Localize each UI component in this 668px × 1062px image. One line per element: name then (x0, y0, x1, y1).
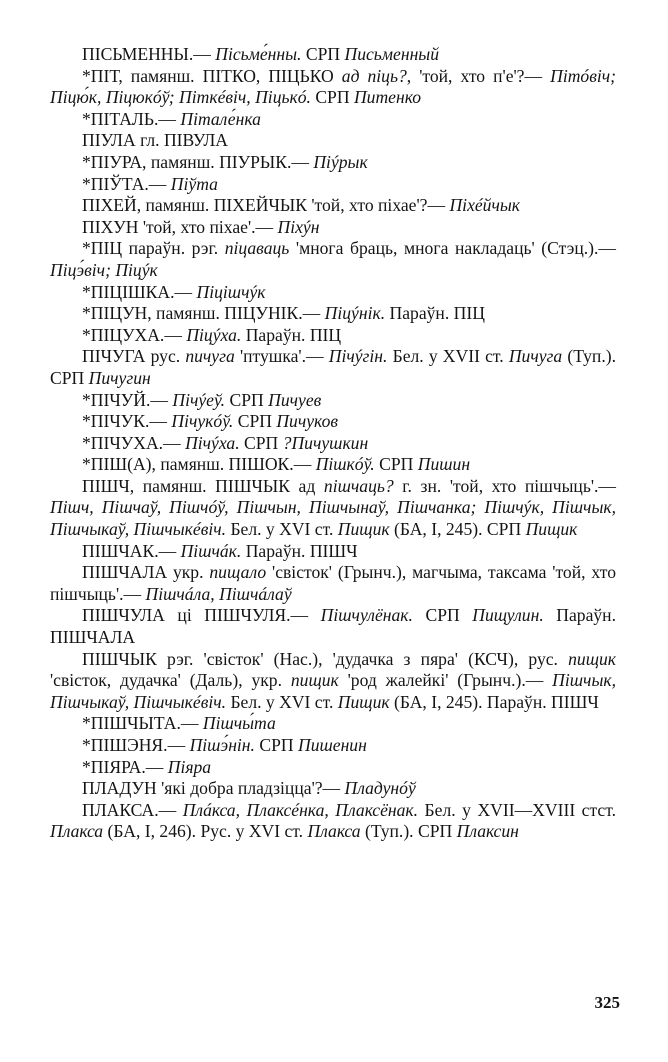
entry-text: Бел. у XVII ст. (387, 346, 509, 367)
entry-italic-text: Питенко (353, 87, 422, 108)
entry-text: (Туп.). СРП (50, 346, 616, 388)
entry-italic-text: Пищик (337, 519, 390, 540)
entry-italic-text: Пішч, Пішчаў, Пішчóў, Пішчын, Пішчынаў, Пішчанка; Пішчýк, Пішчык, Пішчыкаў, Пішчыкéвіч. (50, 497, 616, 540)
entry-italic-text: Піхéйчык (449, 195, 521, 216)
dictionary-entry (50, 562, 616, 605)
entry-text: СРП (254, 735, 298, 755)
entry-text: Параўн. ПІЦ (385, 303, 485, 324)
entry-italic-text: Пищик (337, 691, 390, 712)
entry-italic-text: Пітале́нка (180, 108, 261, 129)
entry-text: СРП (239, 432, 283, 453)
entry-text: (БА, I, 245). СРП (389, 519, 526, 540)
entry-italic-text: Пішкóў. (315, 454, 375, 475)
entry-italic-text: Піяра (167, 756, 212, 777)
entry-text: ПІШЧЫК рэг. 'свісток' (Нас.), 'дудачка з пяра' (КСЧ), рус. (82, 648, 569, 669)
entry-italic-text: ад піць? (341, 65, 407, 86)
entry-text: *ПІЦУХА.— (82, 324, 187, 345)
dictionary-page (50, 44, 616, 843)
dictionary-entry (50, 195, 616, 217)
entry-italic-text: Пісьме́нны. (215, 44, 302, 64)
entry-italic-text: Пічукóў. (171, 411, 234, 432)
entry-text: *ПІЧУХА.— (82, 432, 186, 453)
entry-italic-text: піцаваць (224, 238, 290, 259)
entry-text: Бел. у XVI ст. (226, 519, 338, 540)
entry-text: СРП (412, 605, 473, 626)
entry-text: *ПІЯРА.— (82, 756, 168, 777)
entry-italic-text: Пишенин (297, 735, 367, 755)
entry-text: СРП (374, 454, 418, 475)
entry-italic-text: Пічýеў. (172, 389, 226, 410)
dictionary-entry (50, 757, 616, 779)
entry-text: , 'той, хто п'е'?— (406, 65, 551, 86)
dictionary-entry (50, 66, 616, 109)
dictionary-entry (50, 346, 616, 389)
dictionary-entry (50, 152, 616, 174)
entry-text: *ПІЦУН, памянш. ПІЦУНІК.— (82, 303, 325, 324)
entry-text: Параўн. ПІШЧ (241, 540, 358, 561)
entry-italic-text: Піцýнік. (324, 303, 386, 324)
entry-text: 'свісток' (Грынч.), магчыма, таксама 'той, хто пішчыць'.— (50, 562, 616, 604)
dictionary-entry (50, 713, 616, 735)
entry-text: *ПІТАЛЬ.— (82, 108, 181, 129)
entry-italic-text: Пітóвіч; Піцю́к, Піцюкóў; Піткéвіч, Піцькó. (50, 65, 616, 108)
entry-italic-text: Пичуков (276, 411, 339, 432)
entry-italic-text: Пишин (417, 454, 471, 475)
entry-italic-text: Пладунóў (344, 778, 416, 799)
entry-italic-text: Пішчáла, Пішчáлаў (145, 583, 292, 604)
entry-text: ПІЧУГА рус. (82, 346, 186, 367)
entry-italic-text: Піўта (170, 173, 218, 194)
entry-italic-text: Плакса (50, 821, 104, 842)
entry-text: *ПІЧУК.— (82, 411, 172, 432)
entry-italic-text: Пішчык, Пішчыкаў, Пішчыкéвіч. (50, 670, 616, 712)
entry-text: СРП (233, 411, 277, 432)
entry-italic-text: Плáкса, Плаксéнка, Плаксёнак. (182, 799, 419, 820)
dictionary-entry (50, 130, 616, 152)
entry-italic-text: Піцэ́віч; Піцýк (50, 259, 158, 280)
entry-text: ПІУЛА гл. ПІВУЛА (82, 130, 228, 151)
entry-text: *ПІЧУЙ.— (82, 389, 173, 410)
entry-italic-text: Пічýха. (185, 432, 240, 453)
entry-text: СРП (225, 389, 269, 410)
entry-text: (Туп.). СРП (360, 821, 457, 842)
entry-italic-text: Пичуга (508, 346, 563, 367)
entry-text: ПЛАКСА.— (82, 799, 183, 820)
dictionary-entry (50, 109, 616, 131)
entry-text: ПІШЧУЛА ці ПІШЧУЛЯ.— (82, 605, 321, 626)
entry-text: ПІШЧАК.— (82, 540, 181, 561)
dictionary-entry (50, 238, 616, 281)
entry-text: (БА, I, 246). Рус. у XVI ст. (103, 821, 308, 842)
dictionary-entry (50, 476, 616, 541)
entry-italic-text: Піцішчýк (196, 281, 266, 302)
entry-text: СРП (301, 44, 345, 64)
entry-italic-text: пішчаць? (323, 475, 394, 496)
entry-italic-text: Плаксин (456, 821, 519, 842)
entry-italic-text: Пищулин. (472, 605, 544, 626)
entry-text: Параўн. ПІЦ (241, 324, 342, 345)
entry-text: 'свісток, дудачка' (Даль), укр. (50, 670, 291, 691)
dictionary-entry (50, 800, 616, 843)
entry-italic-text: Пичуев (268, 389, 322, 410)
entry-text: ПІШЧАЛА укр. (82, 562, 210, 583)
dictionary-entry (50, 735, 616, 757)
entry-text: *ПІШЧЫТА.— (82, 713, 203, 734)
entry-italic-text: Піцýха. (186, 324, 242, 345)
entry-text: 'многа браць, многа накладаць' (Стэц.).— (289, 238, 616, 259)
dictionary-entry (50, 390, 616, 412)
entry-text: 'птушка'.— (234, 346, 329, 367)
entry-text: (БА, I, 245). Параўн. ПІШЧ (389, 691, 599, 712)
entry-italic-text: Пішчы́та (202, 713, 276, 734)
entry-text: *ПІЎТА.— (82, 173, 171, 194)
entry-text: ПІШЧ, памянш. ПІШЧЫК ад (82, 475, 324, 496)
dictionary-entry (50, 778, 616, 800)
entry-text: Бел. у XVII—XVIII стст. (418, 799, 616, 820)
entry-italic-text: пищало (209, 562, 267, 583)
entry-italic-text: пичуга (185, 346, 235, 367)
page-number: 325 (594, 993, 620, 1012)
entry-italic-text: пищик (568, 648, 616, 669)
entry-text: *ПІШ(А), памянш. ПІШОК.— (82, 454, 316, 475)
entry-italic-text: Піхýн (277, 216, 320, 237)
entry-text: ПІСЬМЕННЫ.— (82, 44, 216, 64)
dictionary-entry (50, 217, 616, 239)
dictionary-entry (50, 649, 616, 714)
dictionary-entry (50, 541, 616, 563)
entry-text: *ПІУРА, памянш. ПІУРЫК.— (82, 151, 314, 172)
entry-italic-text: Пищик (525, 519, 578, 540)
entry-text: Параўн. ПІШЧАЛА (50, 605, 616, 648)
entry-text: *ПІТ, памянш. ПІТКО, ПІЦЬКО (82, 65, 342, 86)
entry-text: ПІХЕЙ, памянш. ПІХЕЙЧЫК 'той, хто піхае'?— (82, 195, 450, 216)
dictionary-entry (50, 325, 616, 347)
entry-italic-text: Пішчулёнак. (320, 605, 413, 626)
entry-text: *ПІЦ параўн. рэг. (82, 238, 225, 259)
entry-italic-text: Піýрык (313, 151, 368, 172)
dictionary-entry (50, 605, 616, 648)
entry-italic-text: Пішэ́нін. (189, 735, 255, 755)
entry-italic-text: ?Пичушкин (282, 432, 369, 453)
entry-text: *ПІЦІШКА.— (82, 281, 197, 302)
entry-italic-text: Пічýгін. (328, 346, 388, 367)
entry-text: 'род жалейкі' (Грынч.).— (338, 670, 553, 691)
entry-italic-text: Пішчáк. (180, 540, 242, 561)
dictionary-entry (50, 411, 616, 433)
entry-italic-text: пищик (290, 670, 339, 691)
entry-text: *ПІШЭНЯ.— (82, 735, 190, 755)
entry-text: ПЛАДУН 'які добра пладзіцца'?— (82, 778, 345, 799)
entry-text: СРП (310, 87, 354, 108)
entry-italic-text: Плакса (307, 821, 361, 842)
entry-text: ПІХУН 'той, хто піхае'.— (82, 216, 278, 237)
entry-text: Бел. у XVI ст. (226, 691, 338, 712)
dictionary-entry (50, 282, 616, 304)
dictionary-entry (50, 454, 616, 476)
dictionary-entry (50, 44, 616, 66)
dictionary-entry (50, 174, 616, 196)
entry-text: г. зн. 'той, хто пішчыць'.— (393, 475, 617, 496)
entry-italic-text: Пичугин (88, 367, 151, 388)
dictionary-entry (50, 433, 616, 455)
dictionary-entry (50, 303, 616, 325)
entry-italic-text: Письменный (344, 44, 440, 64)
